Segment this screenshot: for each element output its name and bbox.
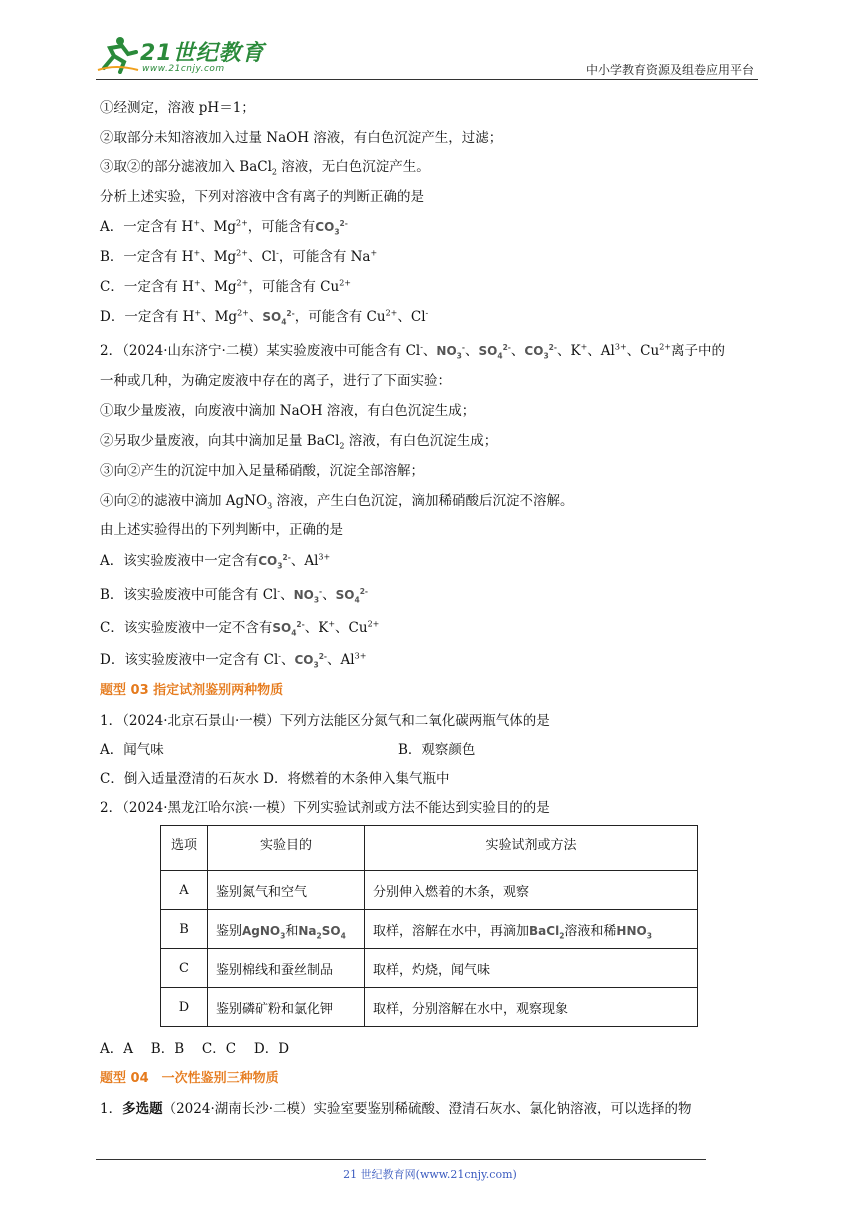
table-cell: 取样，溶解在水中，再滴加BaCl$_2$溶液和稀$HNO_3$: [365, 910, 698, 949]
page-header: [96, 30, 758, 80]
q1-step-2: ②取部分未知溶液加入过量 NaOH 溶液，有白色沉淀产生，过滤；: [100, 130, 503, 146]
s3-q2-options[interactable]: A．A B．B C．C D．D: [100, 1041, 290, 1057]
s3-q2-stem: 2．（2024·黑龙江哈尔滨·一模）下列实验试剂或方法不能达到实验目的的是: [100, 800, 550, 816]
table-cell: 鉴别棉线和蚕丝制品: [208, 949, 365, 988]
q1-stem: 分析上述实验，下列对溶液中含有离子的判断正确的是: [100, 189, 424, 205]
table-cell: 鉴别AgNO$_3$和$Na_2SO_4$: [208, 910, 365, 949]
s3-q1-stem: 1．（2024·北京石景山·一模）下列方法能区分氮气和二氧化碳两瓶气体的是: [100, 713, 550, 729]
site-logo: [96, 34, 296, 74]
q1-option-c[interactable]: C．一定含有 H+、$Mg^{2+}$，可能含有 $Cu^{2+}$: [100, 278, 351, 295]
multi-select-label: 多选题: [122, 1101, 163, 1117]
table-cell: C: [161, 949, 208, 988]
s3-q1-option-cd[interactable]: C．倒入适量澄清的石灰水 D．将燃着的木条伸入集气瓶中: [100, 771, 450, 787]
table-cell: B: [161, 910, 208, 949]
q1-step-1: ①经测定，溶液 pH＝1；: [100, 100, 255, 116]
header-divider: [96, 79, 758, 80]
table-cell: 鉴别氮气和空气: [208, 871, 365, 910]
table-row: [161, 871, 698, 910]
section-heading-04: 题型 04 一次性鉴别三种物质: [100, 1071, 279, 1086]
table-cell: 取样，灼烧，闻气味: [365, 949, 698, 988]
runner-logo-icon: [96, 34, 140, 74]
q2-option-d[interactable]: D．该实验废液中一定含有 Cl-、$CO_3^{2-}$、$Al^{3+}$: [100, 651, 367, 670]
q2-option-b[interactable]: B．该实验废液中可能含有 Cl-、$NO_3^-$、$SO_4^{2-}$: [100, 586, 369, 605]
section-heading-03: 题型 03 指定试剂鉴别两种物质: [100, 683, 284, 698]
table-cell: A: [161, 871, 208, 910]
q2-intro-line2: 一种或几种，为确定废液中存在的离子，进行了下面实验：: [100, 373, 451, 389]
s3-q1-option-a[interactable]: A．闻气味: [100, 742, 164, 758]
footer-divider: [96, 1159, 706, 1160]
q2-step-4: ④向②的滤液中滴加 AgNO$_3$ 溶液，产生白色沉淀，滴加稀硝酸后沉淀不溶解。: [100, 493, 574, 511]
table-header-row: [161, 826, 698, 871]
table-row: [161, 949, 698, 988]
logo-url: www.21cnjy.com: [142, 64, 225, 74]
q2-step-2: ②另取少量废液，向其中滴加足量 BaCl$_2$ 溶液，有白色沉淀生成；: [100, 433, 498, 451]
q2-option-a[interactable]: A．该实验废液中一定含有$CO_3^{2-}$、$Al^{3+}$: [100, 552, 331, 571]
table-row: [161, 910, 698, 949]
table-row: [161, 988, 698, 1027]
q1-option-d[interactable]: D．一定含有 H+、$Mg^{2+}$、$SO_4^{2-}$，可能含有 $Cu^{2+}$、Cl-: [100, 308, 429, 327]
table-cell: D: [161, 988, 208, 1027]
q1-option-b[interactable]: B．一定含有 H+、$Mg^{2+}$、Cl-，可能含有 Na+: [100, 248, 378, 265]
q1-option-a[interactable]: A．一定含有 H+、$Mg^{2+}$，可能含有$CO_3^{2-}$: [100, 218, 348, 237]
q2-option-c[interactable]: C．该实验废液中一定不含有$SO_4^{2-}$、K+、$Cu^{2+}$: [100, 619, 380, 638]
table-cell: 分别伸入燃着的木条，观察: [365, 871, 698, 910]
table-cell: 鉴别磷矿粉和氯化钾: [208, 988, 365, 1027]
q2-intro: 2．（2024·山东济宁·二模）某实验废液中可能含有 Cl-、$NO_3^-$、$SO_4^{2-}$、$CO_3^{2-}$、K+、$Al^{3+}$、$Cu^{2+}$离子中的: [100, 342, 725, 361]
q2-stem: 由上述实验得出的下列判断中，正确的是: [100, 522, 343, 538]
table-header-cell: 实验试剂或方法: [365, 826, 698, 871]
s3-q1-option-b[interactable]: B．观察颜色: [398, 742, 476, 758]
table-header-cell: 实验目的: [208, 826, 365, 871]
experiment-table: [160, 825, 698, 1027]
logo-text: 21世纪教育: [140, 41, 265, 66]
s4-q1-stem: 1．多选题（2024·湖南长沙·二模）实验室要鉴别稀硫酸、澄清石灰水、氯化钠溶液，可以选择的物: [100, 1101, 692, 1117]
q2-step-1: ①取少量废液，向废液中滴加 NaOH 溶液，有白色沉淀生成；: [100, 403, 476, 419]
q1-step-3: ③取②的部分滤液加入 BaCl$_2$ 溶液，无白色沉淀产生。: [100, 159, 430, 177]
platform-name: 中小学教育资源及组卷应用平台: [585, 63, 754, 77]
page-footer[interactable]: 21 世纪教育网(www.21cnjy.com): [343, 1168, 517, 1181]
table-cell: 取样，分别溶解在水中，观察现象: [365, 988, 698, 1027]
q2-step-3: ③向②产生的沉淀中加入足量稀硝酸，沉淀全部溶解；: [100, 463, 424, 479]
table-header-cell: 选项: [161, 826, 208, 871]
